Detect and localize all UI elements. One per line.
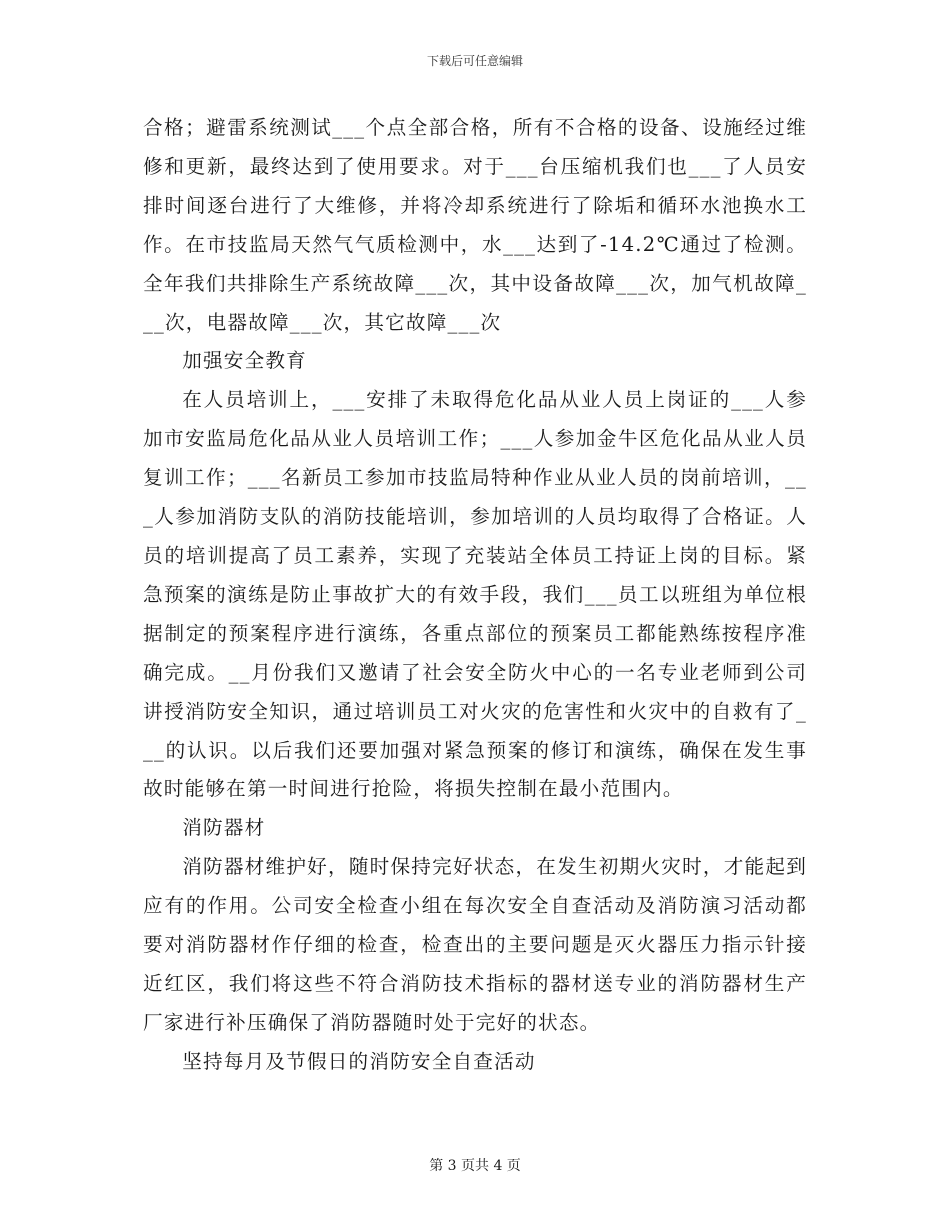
document-body <box>143 109 807 1082</box>
paragraph-fire-equipment: 消防器材维护好，随时保持完好状态，在发生初期火灾时，才能起到应有的作用。公司安全检查小组在每次安全自查活动及消防演习活动都要对消防器材作仔细的检查，检查出的主要问题是灭火器压力指示针接近红区，我们将这些不符合消防技术指标的器材送专业的消防器材生产厂家进行补压确保了消防器随时处于完好的状态。 <box>143 855 807 1034</box>
paragraph-training: 在人员培训上，___安排了未取得危化品从业人员上岗证的___人参加市安监局危化品从业人员培训工作；___人参加金牛区危化品从业人员复训工作；___名新员工参加市技监局特种作业从业人员的岗前培训，___人参加消防支队的消防技能培训，参加培训的人员均取得了合格证。人员的培训提高了员工素养，实现了充装站全体员工持证上岗的目标。紧急预案的演练是防止事故扩大的有效手段，我们___员工以班组为单位根据制定的预案程序进行演练，各重点部位的预案员工都能熟练按程序准确完成。__月份我们又邀请了社会安全防火中心的一名专业老师到公司讲授消防安全知识，通过培训员工对火灾的危害性和火灾中的自救有了___的认识。以后我们还要加强对紧急预案的修订和演练，确保在发生事故时能够在第一时间进行抢险，将损失控制在最小范围内。 <box>143 388 807 801</box>
section-heading-fire-equipment: 消防器材 <box>182 816 266 840</box>
page-header: 下载后可任意编辑 <box>426 54 523 68</box>
page-footer: 第 3 页共 4 页 <box>429 1158 521 1174</box>
paragraph-continuation: 合格；避雷系统测试___个点全部合格，所有不合格的设备、设施经过维修和更新，最终达到了使用要求。对于___台压缩机我们也___了人员安排时间逐台进行了大维修，并将冷却系统进行了除垢和循环水池换水工作。在市技监局天然气气质检测中，水___达到了-14.2℃通过了检测。全年我们共排除生产系统故障___次，其中设备故障___次，加气机故障___次，电器故障___次，其它故障___次 <box>143 116 807 334</box>
section-heading-self-inspection: 坚持每月及节假日的消防安全自查活动 <box>182 1049 536 1073</box>
section-heading-safety-education: 加强安全教育 <box>182 349 307 373</box>
